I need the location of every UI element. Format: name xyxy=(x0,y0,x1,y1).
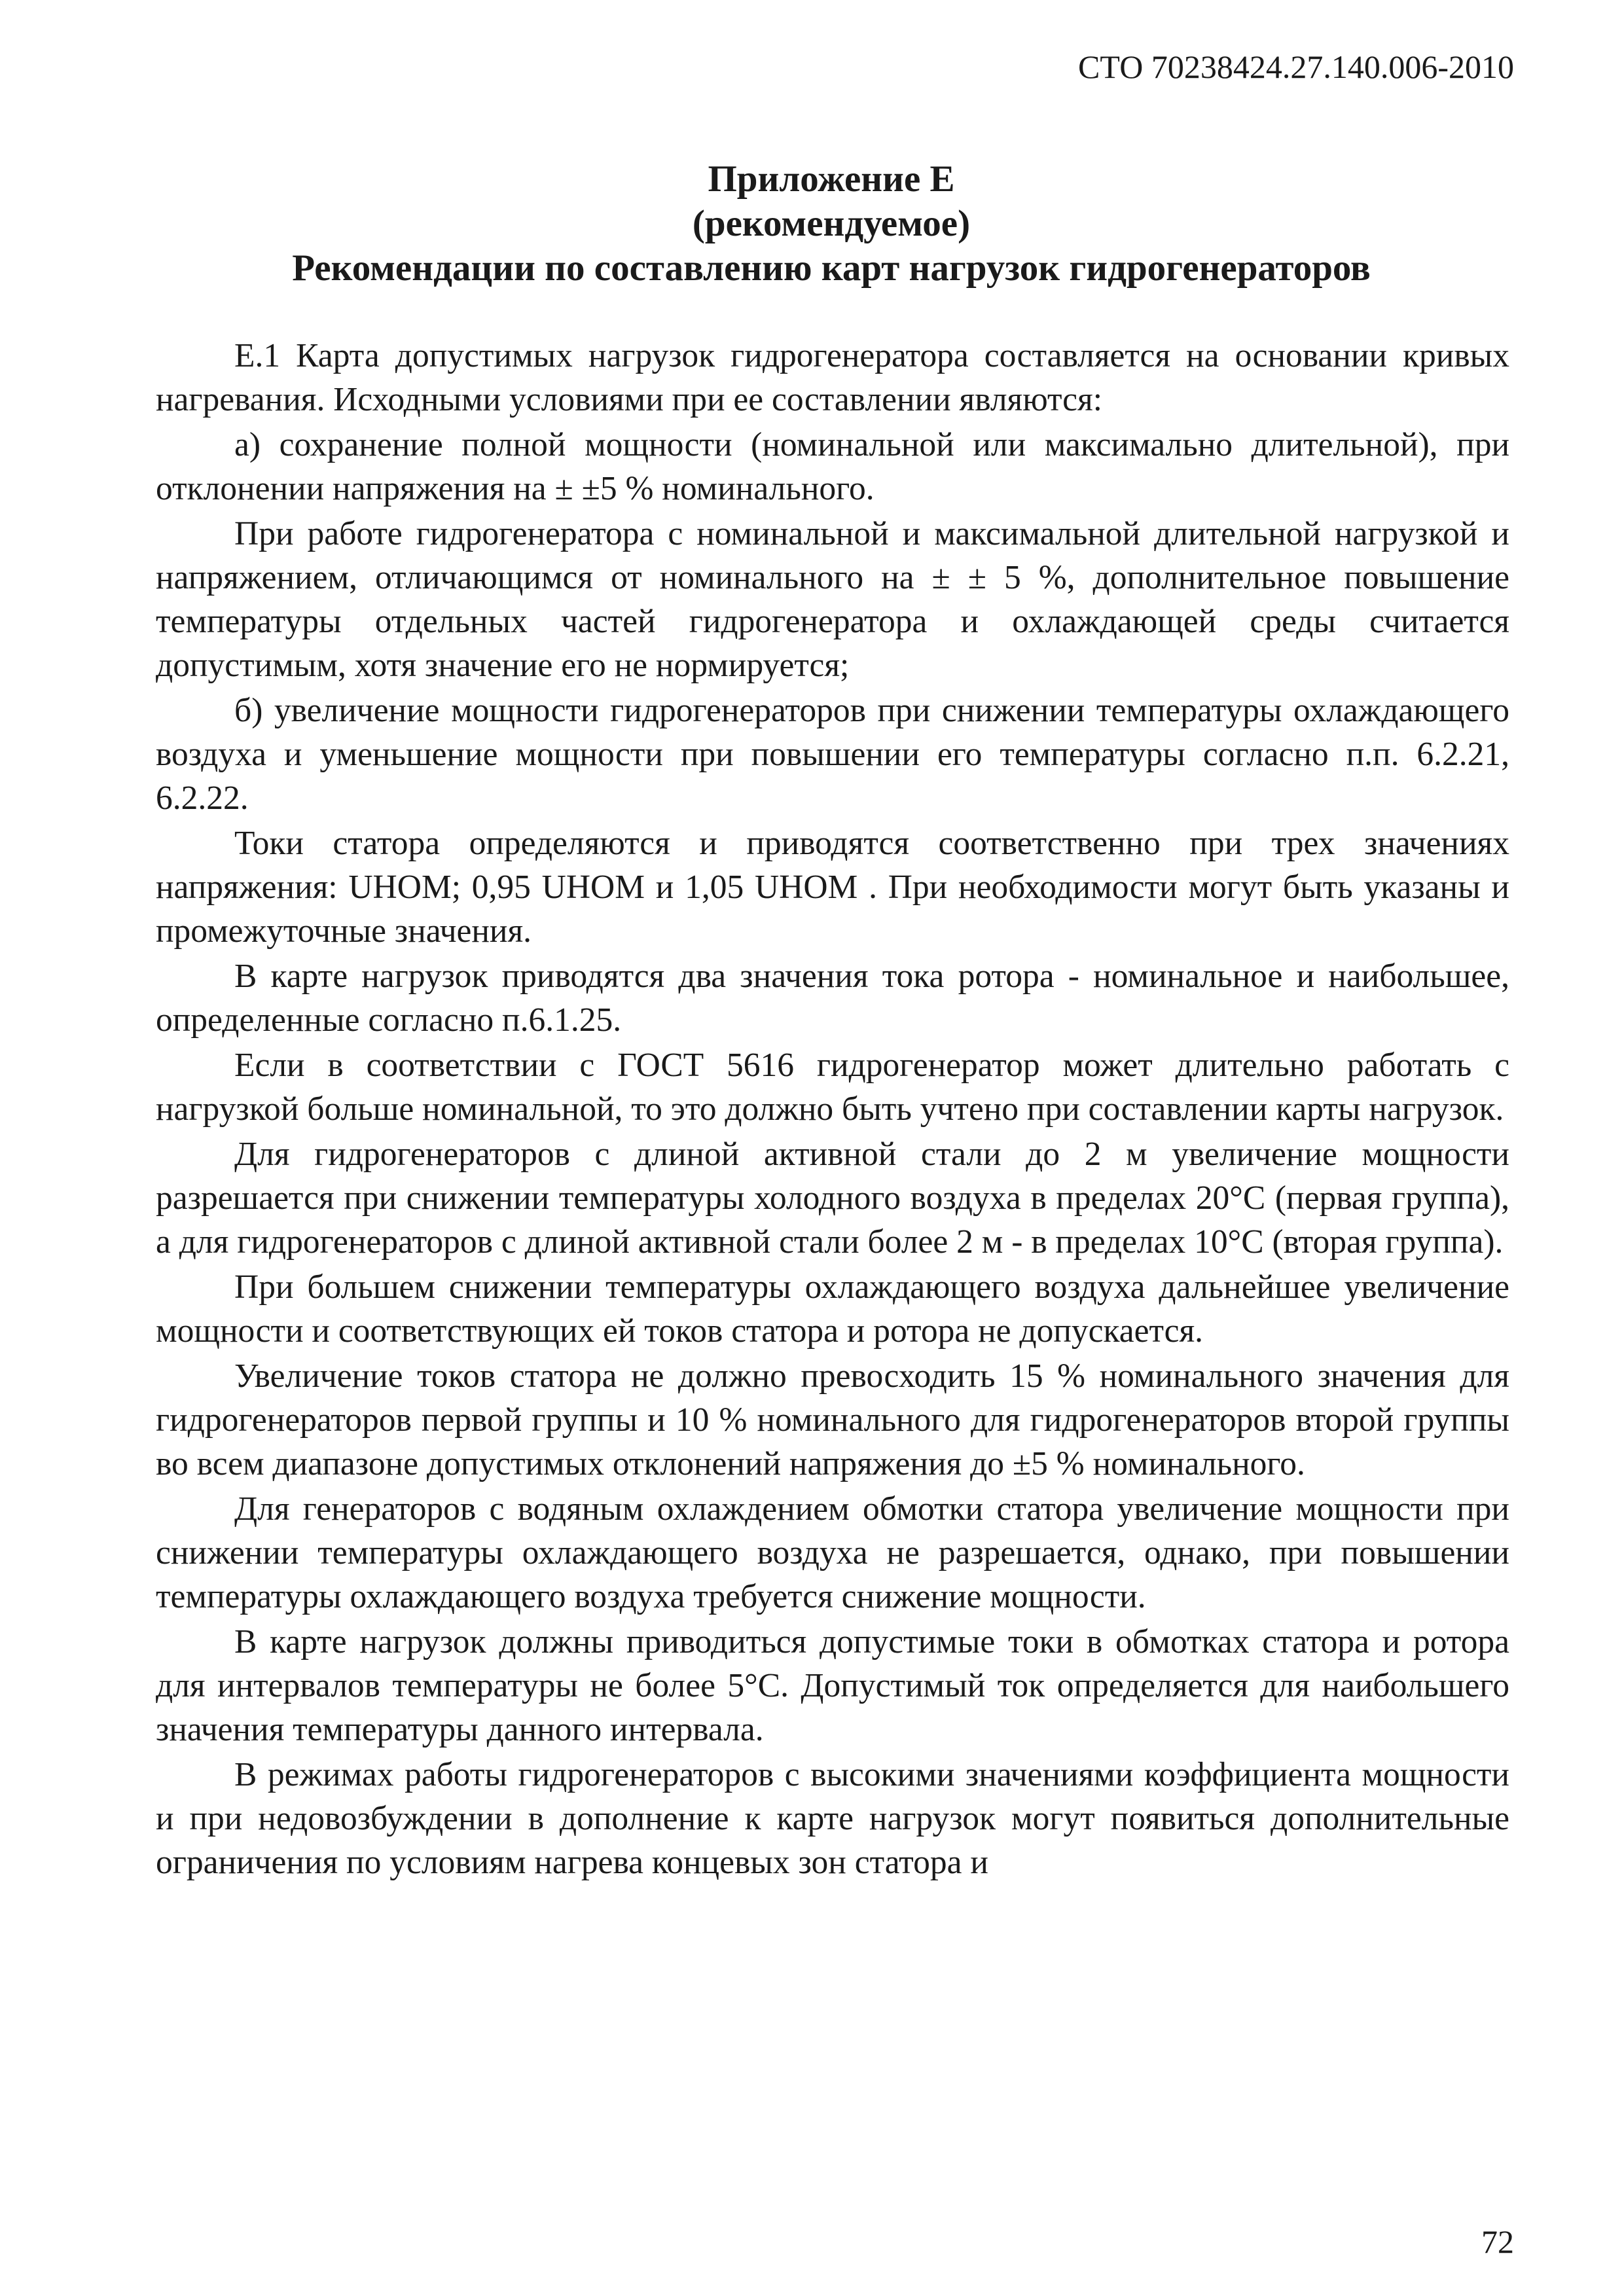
paragraph-item-b: б) увеличение мощности гидрогенераторов при снижении температуры охлаждающего воздуха и уменьшение мощности при повышении его температуры согласно п.п. 6.2.21, 6.2.22. xyxy=(156,692,1509,817)
appendix-title: Приложение Е xyxy=(708,158,955,200)
appendix-status: (рекомендуемое) xyxy=(692,203,971,244)
paragraph: Увеличение токов статора не должно превосходить 15 % номинального значения для гидрогенераторов первой группы и 10 % номинального для гидрогенераторов второй группы во всем диапазоне допустимых отклонений напряжения до ±5 % номинального. xyxy=(156,1357,1509,1482)
paragraph: При работе гидрогенератора с номинальной и максимальной длительной нагрузкой и напряжением, отличающимся от номинального на ± ± 5 %, дополнительное повышение температуры отдельных частей гидрогенератора и охлаждающей среды считается допустимым, хотя значение его не нормируется; xyxy=(156,515,1509,684)
body-text xyxy=(156,334,1509,1886)
paragraph: Для генераторов с водяным охлаждением обмотки статора увеличение мощности при снижении температуры охлаждающего воздуха не разрешается, однако, при повышении температуры охлаждающего воздуха требуется снижение мощности. xyxy=(156,1490,1509,1615)
paragraph: При большем снижении температуры охлаждающего воздуха дальнейшее увеличение мощности и соответствующих ей токов статора и ротора не допускается. xyxy=(156,1268,1509,1350)
paragraph: В карте нагрузок должны приводиться допустимые токи в обмотках статора и ротора для интервалов температуры не более 5°С. Допустимый ток определяется для наибольшего значения температуры данного интервала. xyxy=(156,1623,1509,1748)
appendix-subject: Рекомендации по составлению карт нагрузок гидрогенераторов xyxy=(292,247,1371,289)
paragraph-e1: Е.1 Карта допустимых нагрузок гидрогенератора составляется на основании кривых нагревания. Исходными условиями при ее составлении являются: xyxy=(156,337,1509,418)
paragraph: Токи статора определяются и приводятся соответственно при трех значениях напряжения: UНОМ; 0,95 UНОМ и 1,05 UНОМ . При необходимости могут быть указаны и промежуточные значения. xyxy=(156,825,1509,950)
paragraph: В карте нагрузок приводятся два значения тока ротора - номинальное и наибольшее, определенные согласно п.6.1.25. xyxy=(156,958,1509,1039)
appendix-heading xyxy=(151,157,1512,291)
page-number: 72 xyxy=(1481,2223,1514,2260)
paragraph: Для гидрогенераторов с длиной активной стали до 2 м увеличение мощности разрешается при снижении температуры холодного воздуха в пределах 20°С (первая группа), а для гидрогенераторов с длиной активной стали более 2 м - в пределах 10°С (вторая группа). xyxy=(156,1136,1509,1261)
document-code: СТО 70238424.27.140.006-2010 xyxy=(1078,48,1514,85)
paragraph-item-a: а) сохранение полной мощности (номинальной или максимально длительной), при отклонении напряжения на ± ±5 % номинального. xyxy=(156,426,1509,507)
paragraph: Если в соответствии с ГОСТ 5616 гидрогенератор может длительно работать с нагрузкой больше номинальной, то это должно быть учтено при составлении карты нагрузок. xyxy=(156,1047,1509,1128)
paragraph: В режимах работы гидрогенераторов с высокими значениями коэффициента мощности и при недовозбуждении в дополнение к карте нагрузок могут появиться дополнительные ограничения по условиям нагрева концевых зон статора и xyxy=(156,1756,1509,1881)
